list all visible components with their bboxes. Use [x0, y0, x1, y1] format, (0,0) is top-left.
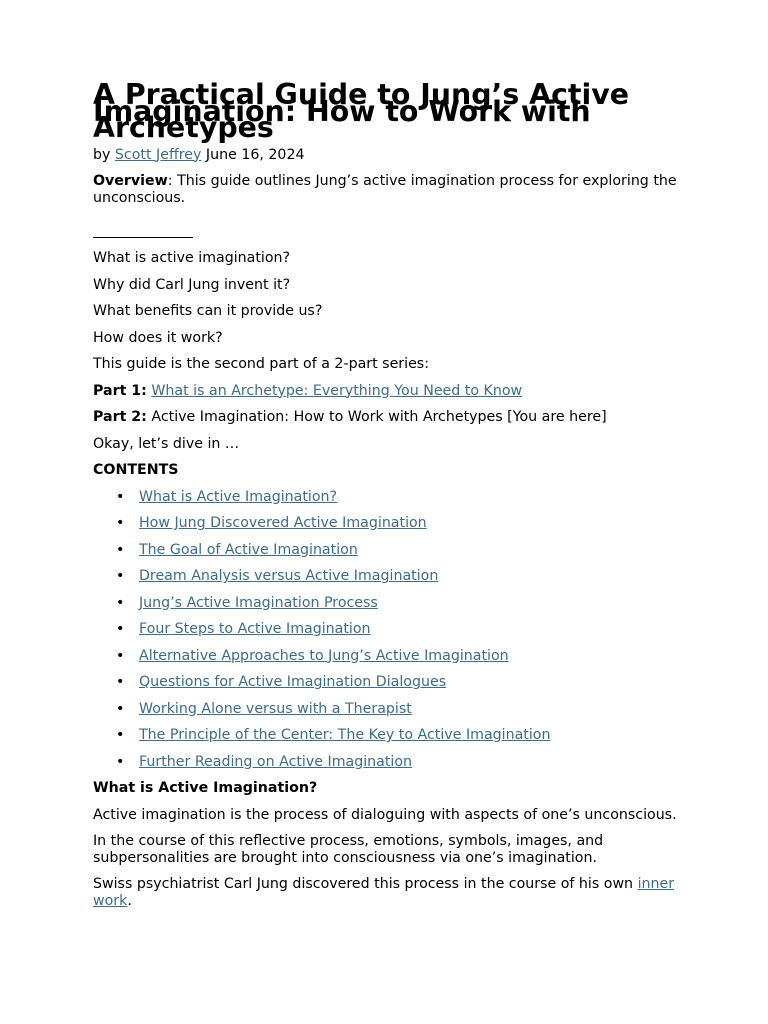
part-2-text: Active Imagination: How to Work with Archetypes [You are here] — [151, 409, 607, 425]
bullet-icon: • — [116, 621, 125, 637]
toc-link-working-alone[interactable]: Working Alone versus with a Therapist — [139, 700, 412, 717]
toc-item — [93, 489, 683, 506]
toc-link-what-is-active-imagination[interactable]: What is Active Imagination? — [139, 488, 338, 505]
series-intro: This guide is the second part of a 2-part series: — [93, 356, 429, 372]
toc-item — [93, 648, 683, 665]
publish-date: June 16, 2024 — [205, 146, 305, 163]
toc-link-dream-analysis[interactable]: Dream Analysis versus Active Imagination — [139, 568, 439, 584]
section-paragraph-3 — [93, 876, 683, 909]
series-part-1 — [93, 383, 683, 400]
series-part-2 — [93, 409, 683, 426]
horizontal-rule — [93, 237, 193, 238]
bullet-icon: • — [116, 753, 125, 770]
toc-item — [93, 515, 683, 532]
overview-text: : This guide outlines Jung’s active imagination process for exploring the unconscious. — [93, 173, 677, 206]
toc-item — [93, 701, 683, 718]
inner-work-link[interactable]: inner work — [93, 876, 675, 909]
bullet-icon: • — [116, 594, 125, 611]
bullet-icon: • — [116, 541, 125, 558]
toc-item — [93, 727, 683, 744]
bullet-icon: • — [116, 515, 125, 531]
section-paragraph-2: In the course of this reflective process, emotions, symbols, images, and subpersonalities are brought into consciousness via one’s imagination. — [93, 833, 604, 866]
byline-prefix: by — [93, 146, 111, 163]
author-link[interactable]: Scott Jeffrey — [114, 146, 202, 163]
toc-link-principle-of-center[interactable]: The Principle of the Center: The Key to Active Imagination — [139, 727, 551, 743]
section-paragraph-1: Active imagination is the process of dialoguing with aspects of one’s unconscious. — [93, 806, 677, 823]
part-1-link[interactable]: What is an Archetype: Everything You Need to Know — [151, 382, 523, 399]
bullet-icon: • — [116, 674, 125, 690]
toc-item — [93, 674, 683, 691]
toc-link-further-reading[interactable]: Further Reading on Active Imagination — [139, 753, 413, 770]
question-1: What is active imagination? — [93, 250, 291, 266]
toc-link-four-steps[interactable]: Four Steps to Active Imagination — [139, 621, 371, 637]
bullet-icon: • — [116, 488, 125, 505]
toc-link-goal[interactable]: The Goal of Active Imagination — [139, 541, 358, 558]
toc-link-alternative-approaches[interactable]: Alternative Approaches to Jung’s Active Imagination — [139, 647, 509, 664]
toc-item — [93, 568, 683, 585]
paragraph-3-text: Swiss psychiatrist Carl Jung discovered this process in the course of his own — [93, 876, 638, 892]
table-of-contents — [93, 489, 683, 771]
paragraph-3-end: . — [127, 892, 132, 909]
toc-link-process[interactable]: Jung’s Active Imagination Process — [139, 594, 378, 611]
toc-item — [93, 595, 683, 612]
bullet-icon: • — [116, 647, 125, 664]
toc-item — [93, 542, 683, 559]
question-4: How does it work? — [93, 329, 223, 346]
toc-link-questions[interactable]: Questions for Active Imagination Dialogues — [139, 674, 447, 690]
bullet-icon: • — [116, 568, 125, 584]
question-2: Why did Carl Jung invent it? — [93, 276, 291, 293]
contents-heading: CONTENTS — [93, 462, 179, 478]
toc-item — [93, 754, 683, 771]
overview-label: Overview — [93, 173, 168, 189]
dive-in-text: Okay, let’s dive in … — [93, 435, 240, 452]
toc-item — [93, 621, 683, 638]
part-2-label: Part 2: — [93, 409, 147, 425]
part-1-label: Part 1: — [93, 382, 147, 399]
question-3: What benefits can it provide us? — [93, 303, 323, 319]
bullet-icon: • — [116, 727, 125, 743]
article-body — [93, 78, 683, 909]
section-heading: What is Active Imagination? — [93, 780, 318, 796]
article-title: A Practical Guide to Jung’s Active Imagination: How to Work with Archetypes — [93, 78, 629, 144]
toc-link-how-jung-discovered[interactable]: How Jung Discovered Active Imagination — [139, 515, 427, 531]
bullet-icon: • — [116, 700, 125, 717]
byline — [93, 147, 683, 164]
overview-paragraph — [93, 173, 683, 206]
